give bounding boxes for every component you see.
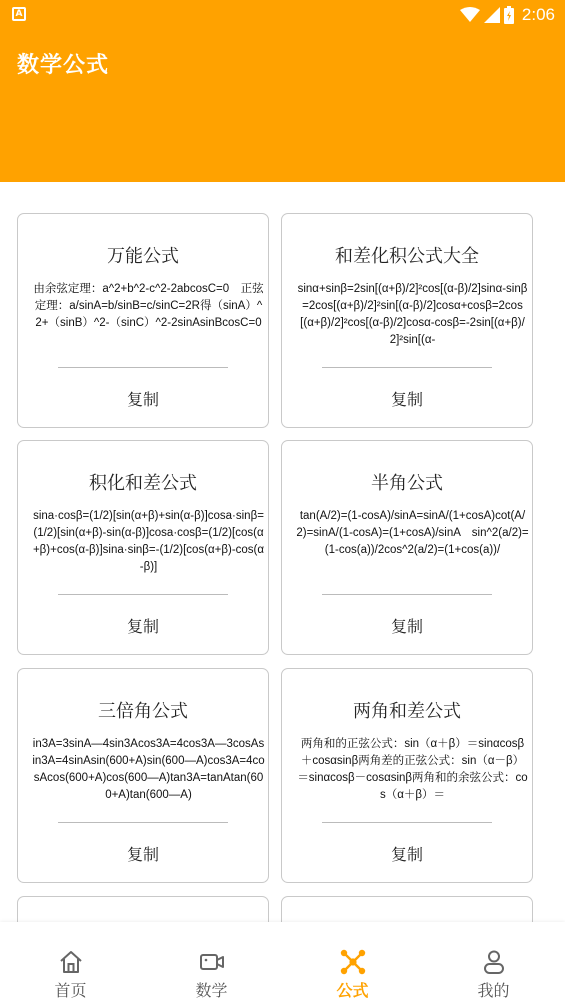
app-bar xyxy=(0,30,565,182)
copy-button[interactable]: 复制 xyxy=(126,617,159,636)
copy-button[interactable]: 复制 xyxy=(126,845,159,864)
person-icon xyxy=(480,948,508,976)
formula-grid[interactable] xyxy=(0,182,565,922)
card-title: 半角公式 xyxy=(371,473,443,494)
card-formula-text: in3A=3sinA—4sin3Acos3A=4cos3A—3cosAsin3A=4sinAsin(600+A)sin(600—A)cos3A=4cosAcos(600+A)cos(600—A)tan3A=tanAtan(600+A)tan(600—A) xyxy=(32,738,265,801)
nav-label: 首页 xyxy=(54,981,87,1000)
card-formula-text: 两角和的正弦公式：sin（α＋β）＝sinαcosβ＋cosαsinβ两角差的正弦公式：sin（α－β）＝sinαcosβ－cosαsinβ两角和的余弦公式：cos（α＋β）＝ xyxy=(297,738,528,801)
card-formula-text: sina·cosβ=(1/2)[sin(α+β)+sin(α-β)]cosa·sinβ=(1/2)[sin(α+β)-sin(α-β)]cosa·cosβ=(1/2)[cos(α+β)+cos(α-β)]sina·sinβ=-(1/2)[cos(α+β)-cos(α-β)] xyxy=(32,510,265,573)
card-title: 万能公式 xyxy=(107,246,179,267)
nav-item-mine[interactable] xyxy=(423,922,564,1008)
card-divider xyxy=(58,367,228,368)
nav-label: 数学 xyxy=(195,981,228,1000)
card-formula-text: sinα+sinβ=2sin[(α+β)/2]²cos[(α-β)/2]sinα-sinβ=2cos[(α+β)/2]²sin[(α-β)/2]cosα+cosβ=2cos[(α+β)/2]²cos[(α-β)/2]cosα-cosβ=-2sin[(α+β)/2]²sin[(α- xyxy=(297,283,528,346)
page-title: 数学公式 xyxy=(17,53,110,78)
copy-button[interactable]: 复制 xyxy=(390,845,423,864)
nav-item-math[interactable] xyxy=(141,922,282,1008)
card-divider xyxy=(322,594,492,595)
card-title: 积化和差公式 xyxy=(89,473,197,494)
wifi-icon xyxy=(460,7,480,23)
nav-label: 公式 xyxy=(336,981,369,1000)
card-divider xyxy=(58,822,228,823)
status-indicators xyxy=(460,4,555,26)
bottom-navigation xyxy=(0,922,565,1008)
nav-label: 我的 xyxy=(477,981,510,1000)
card-divider xyxy=(322,822,492,823)
nav-item-formula[interactable] xyxy=(282,922,423,1008)
status-time: 2:06 xyxy=(521,5,555,24)
formula-card-partial[interactable] xyxy=(17,896,269,922)
formula-card[interactable] xyxy=(17,213,269,428)
card-formula-text: tan(A/2)=(1-cosA)/sinA=sinA/(1+cosA)cot(A/2)=sinA/(1-cosA)=(1+cosA)/sinA sin^2(a/2)=(1-cos(a))/2cos^2(a/2)=(1+cos(a))/ xyxy=(296,510,529,556)
notification-a-icon: A xyxy=(12,7,26,21)
formula-card[interactable] xyxy=(17,440,269,655)
card-title: 两角和差公式 xyxy=(353,701,461,722)
formula-network-icon xyxy=(339,948,367,976)
card-title: 三倍角公式 xyxy=(98,701,188,722)
signal-icon xyxy=(484,7,500,23)
formula-card[interactable] xyxy=(281,440,533,655)
battery-icon xyxy=(504,6,514,24)
formula-card[interactable] xyxy=(281,213,533,428)
home-icon xyxy=(57,948,85,976)
formula-card[interactable] xyxy=(17,668,269,883)
formula-card[interactable] xyxy=(281,668,533,883)
card-divider xyxy=(322,367,492,368)
copy-button[interactable]: 复制 xyxy=(126,390,159,409)
video-icon xyxy=(198,948,226,976)
nav-item-home[interactable] xyxy=(0,922,141,1008)
card-formula-text: 由余弦定理：a^2+b^2-c^2-2abcosC=0 正弦定理：a/sinA=b/sinB=c/sinC=2R得（sinA）^2+（sinB）^2-（sinC）^2-2sinAsinBcosC=0 xyxy=(33,283,264,329)
card-title: 和差化积公式大全 xyxy=(335,246,479,267)
copy-button[interactable]: 复制 xyxy=(390,617,423,636)
copy-button[interactable]: 复制 xyxy=(390,390,423,409)
card-divider xyxy=(58,594,228,595)
formula-card-partial[interactable] xyxy=(281,896,533,922)
status-bar xyxy=(0,0,565,30)
